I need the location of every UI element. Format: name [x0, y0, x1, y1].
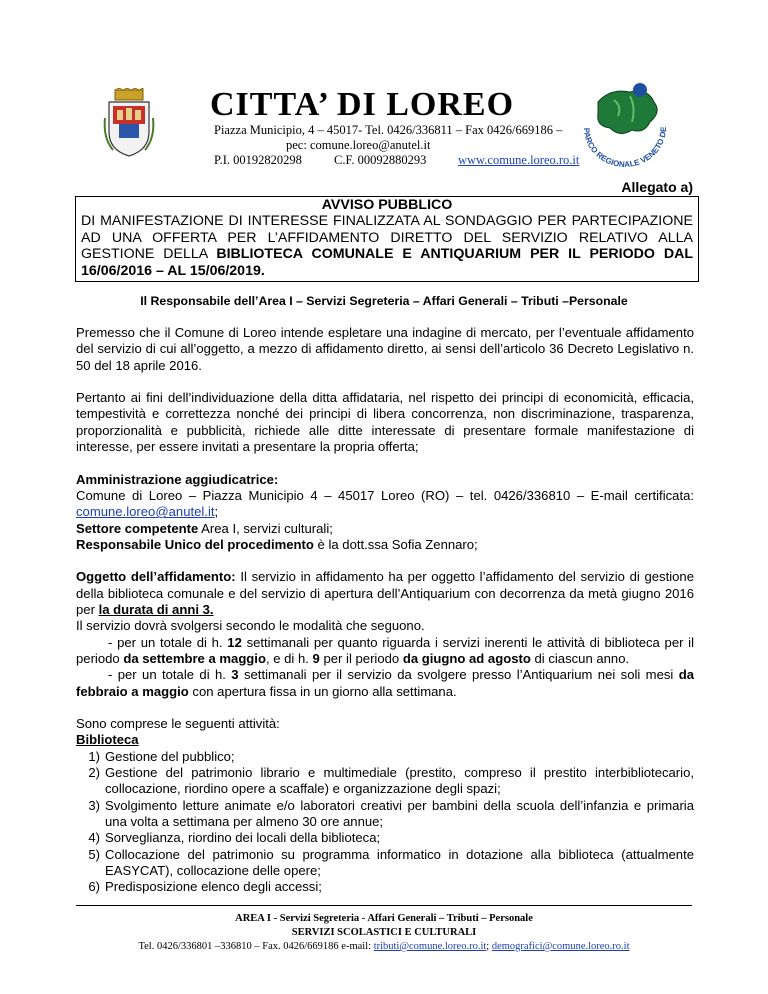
list-item: 5) Collocazione del patrimonio su programma informatico in dotazione alla biblioteca (attualmente EASYCAT), collocazione delle opere; [88, 846, 694, 878]
list-item: 4) Sorveglianza, riordino dei locali della biblioteca; [88, 830, 381, 846]
parco-regionale-veneto-logo-icon [570, 82, 680, 167]
footer-services: SERVIZI SCOLASTICI E CULTURALI [291, 927, 477, 938]
demografici-email-link[interactable]: demografici@comune.loreo.ro.it [491, 941, 630, 952]
antiquarium-hours: - per un totale di h. 3 settimanali per il servizio da svolgere presso l’Antiquarium nei soli mesi da febbraio a maggio con apertura fissa in un giorno alla settimana. [76, 667, 694, 699]
park-logo-text: PARCO REGIONALE VENETO DE [581, 126, 669, 167]
biblioteca-hours: - per un totale di h. 12 settimanali per quanto riguarda i servizi inerenti le attività di biblioteca per il periodo da settembre a maggio, e di h. 9 per il periodo da giugno ad agosto di ciascun anno. [76, 634, 694, 666]
website-link[interactable]: www.comune.loreo.ro.it [458, 153, 580, 167]
responsabile-procedimento: Responsabile Unico del procedimento è la dott.ssa Sofia Zennaro; [76, 536, 478, 552]
settore-competente: Settore competente Area I, servizi culturali; [76, 520, 333, 536]
city-title: CITTA’ DI LOREO [210, 86, 515, 123]
notice-box [75, 196, 699, 282]
activities-list [76, 749, 694, 896]
document-body [76, 325, 694, 895]
list-item: 6) Predisposizione elenco degli accessi; [88, 879, 322, 895]
premesso-paragraph: Premesso che il Comune di Loreo intende espletare una indagine di mercato, per l’eventuale affidamento del servizio di cui all’oggetto, a mezzo di affidamento diretto, ai sensi dell’articolo 36 Decreto Legislativo n. 50 del 18 aprile 2016. [76, 325, 694, 373]
list-item: 3) Svolgimento letture animate e/o laboratori creativi per bambini della scuola dell’infanzia e primaria una volta a settimana per almeno 30 ore annue; [88, 797, 694, 829]
notice-title: AVVISO PUBBLICO [321, 197, 453, 213]
list-item: 1) Gestione del pubblico; [88, 748, 235, 764]
partita-iva: P.I. 00192820298 [214, 153, 302, 167]
oggetto-paragraph: Oggetto dell’affidamento: Il servizio in affidamento ha per oggetto l’affidamento del servizio di gestione della biblioteca comunale e del servizio di apertura dell’Antiquarium con decorrenza da metà giugno 2016 per la durata di anni 3. [76, 569, 694, 618]
footer-contacts: Tel. 0426/336801 –336810 – Fax. 0426/669186 e-mail: tributi@comune.loreo.ro.it; demografici@comune.loreo.ro.it [138, 941, 630, 952]
comprese-line: Sono comprese le seguenti attività: [76, 716, 280, 732]
codice-fiscale: C.F. 00092880293 [334, 153, 427, 167]
footer-divider [76, 905, 692, 906]
list-item: 2) Gestione del patrimonio librario e multimediale (prestito, compreso il prestito interbibliotecario, collocazione, riordino opere a scaffale) e organizzazione degli spazi; [88, 765, 694, 797]
certified-email-link[interactable]: comune.loreo@anutel.it [76, 504, 215, 520]
biblioteca-heading: Biblioteca [76, 732, 139, 748]
notice-text-bold: BIBLIOTECA COMUNALE E ANTIQUARIUM PER IL PERIODO DAL 16/06/2016 – AL 15/06/2019. [81, 246, 693, 279]
notice-text: DI MANIFESTAZIONE DI INTERESSE FINALIZZATA AL SONDAGGIO PER PARTECIPAZIONE AD UNA OFFERTA PER L’AFFIDAMENTO DIRETTO DEL SERVIZIO RELATIVO ALLA GESTIONE DELLA BIBLIOTECA COMUNALE E ANTIQUARIUM PER IL PERIODO DAL 16/06/2016 – AL 15/06/2019. [81, 213, 693, 279]
modalita-line: Il servizio dovrà svolgersi secondo le modalità che seguono. [76, 618, 425, 634]
fiscal-info [214, 153, 579, 168]
amministrazione-label: Amministrazione aggiudicatrice: [76, 471, 279, 487]
footer-area: AREA I - Servizi Segreteria - Affari Generali – Tributi – Personale [235, 913, 533, 924]
amministrazione-text: Comune di Loreo – Piazza Municipio 4 – 45017 Loreo (RO) – tel. 0426/336810 – E-mail certificata: comune.loreo@anutel.it; [76, 487, 694, 520]
address-line: Piazza Municipio, 4 – 45017- Tel. 0426/336811 – Fax 0426/669186 – [214, 123, 563, 137]
pec-line: pec: comune.loreo@anutel.it [286, 138, 431, 152]
municipal-crest-icon [103, 88, 155, 158]
allegato-label: Allegato a) [621, 179, 693, 195]
responsabile-heading: Il Responsabile dell’Area I – Servizi Segreteria – Affari Generali – Tributi –Personale [140, 294, 628, 308]
tributi-email-link[interactable]: tributi@comune.loreo.ro.it [373, 941, 487, 952]
pertanto-paragraph: Pertanto ai fini dell’individuazione della ditta affidataria, nel rispetto dei principi di economicità, efficacia, tempestività e correttezza nonché dei principi di libera concorrenza, non discriminazione, trasparenza, proporzionalità e pubblicità, richiede alle ditte interessate di presentare formale manifestazione di interesse, per essere invitati a presentare la propria offerta; [76, 390, 694, 455]
